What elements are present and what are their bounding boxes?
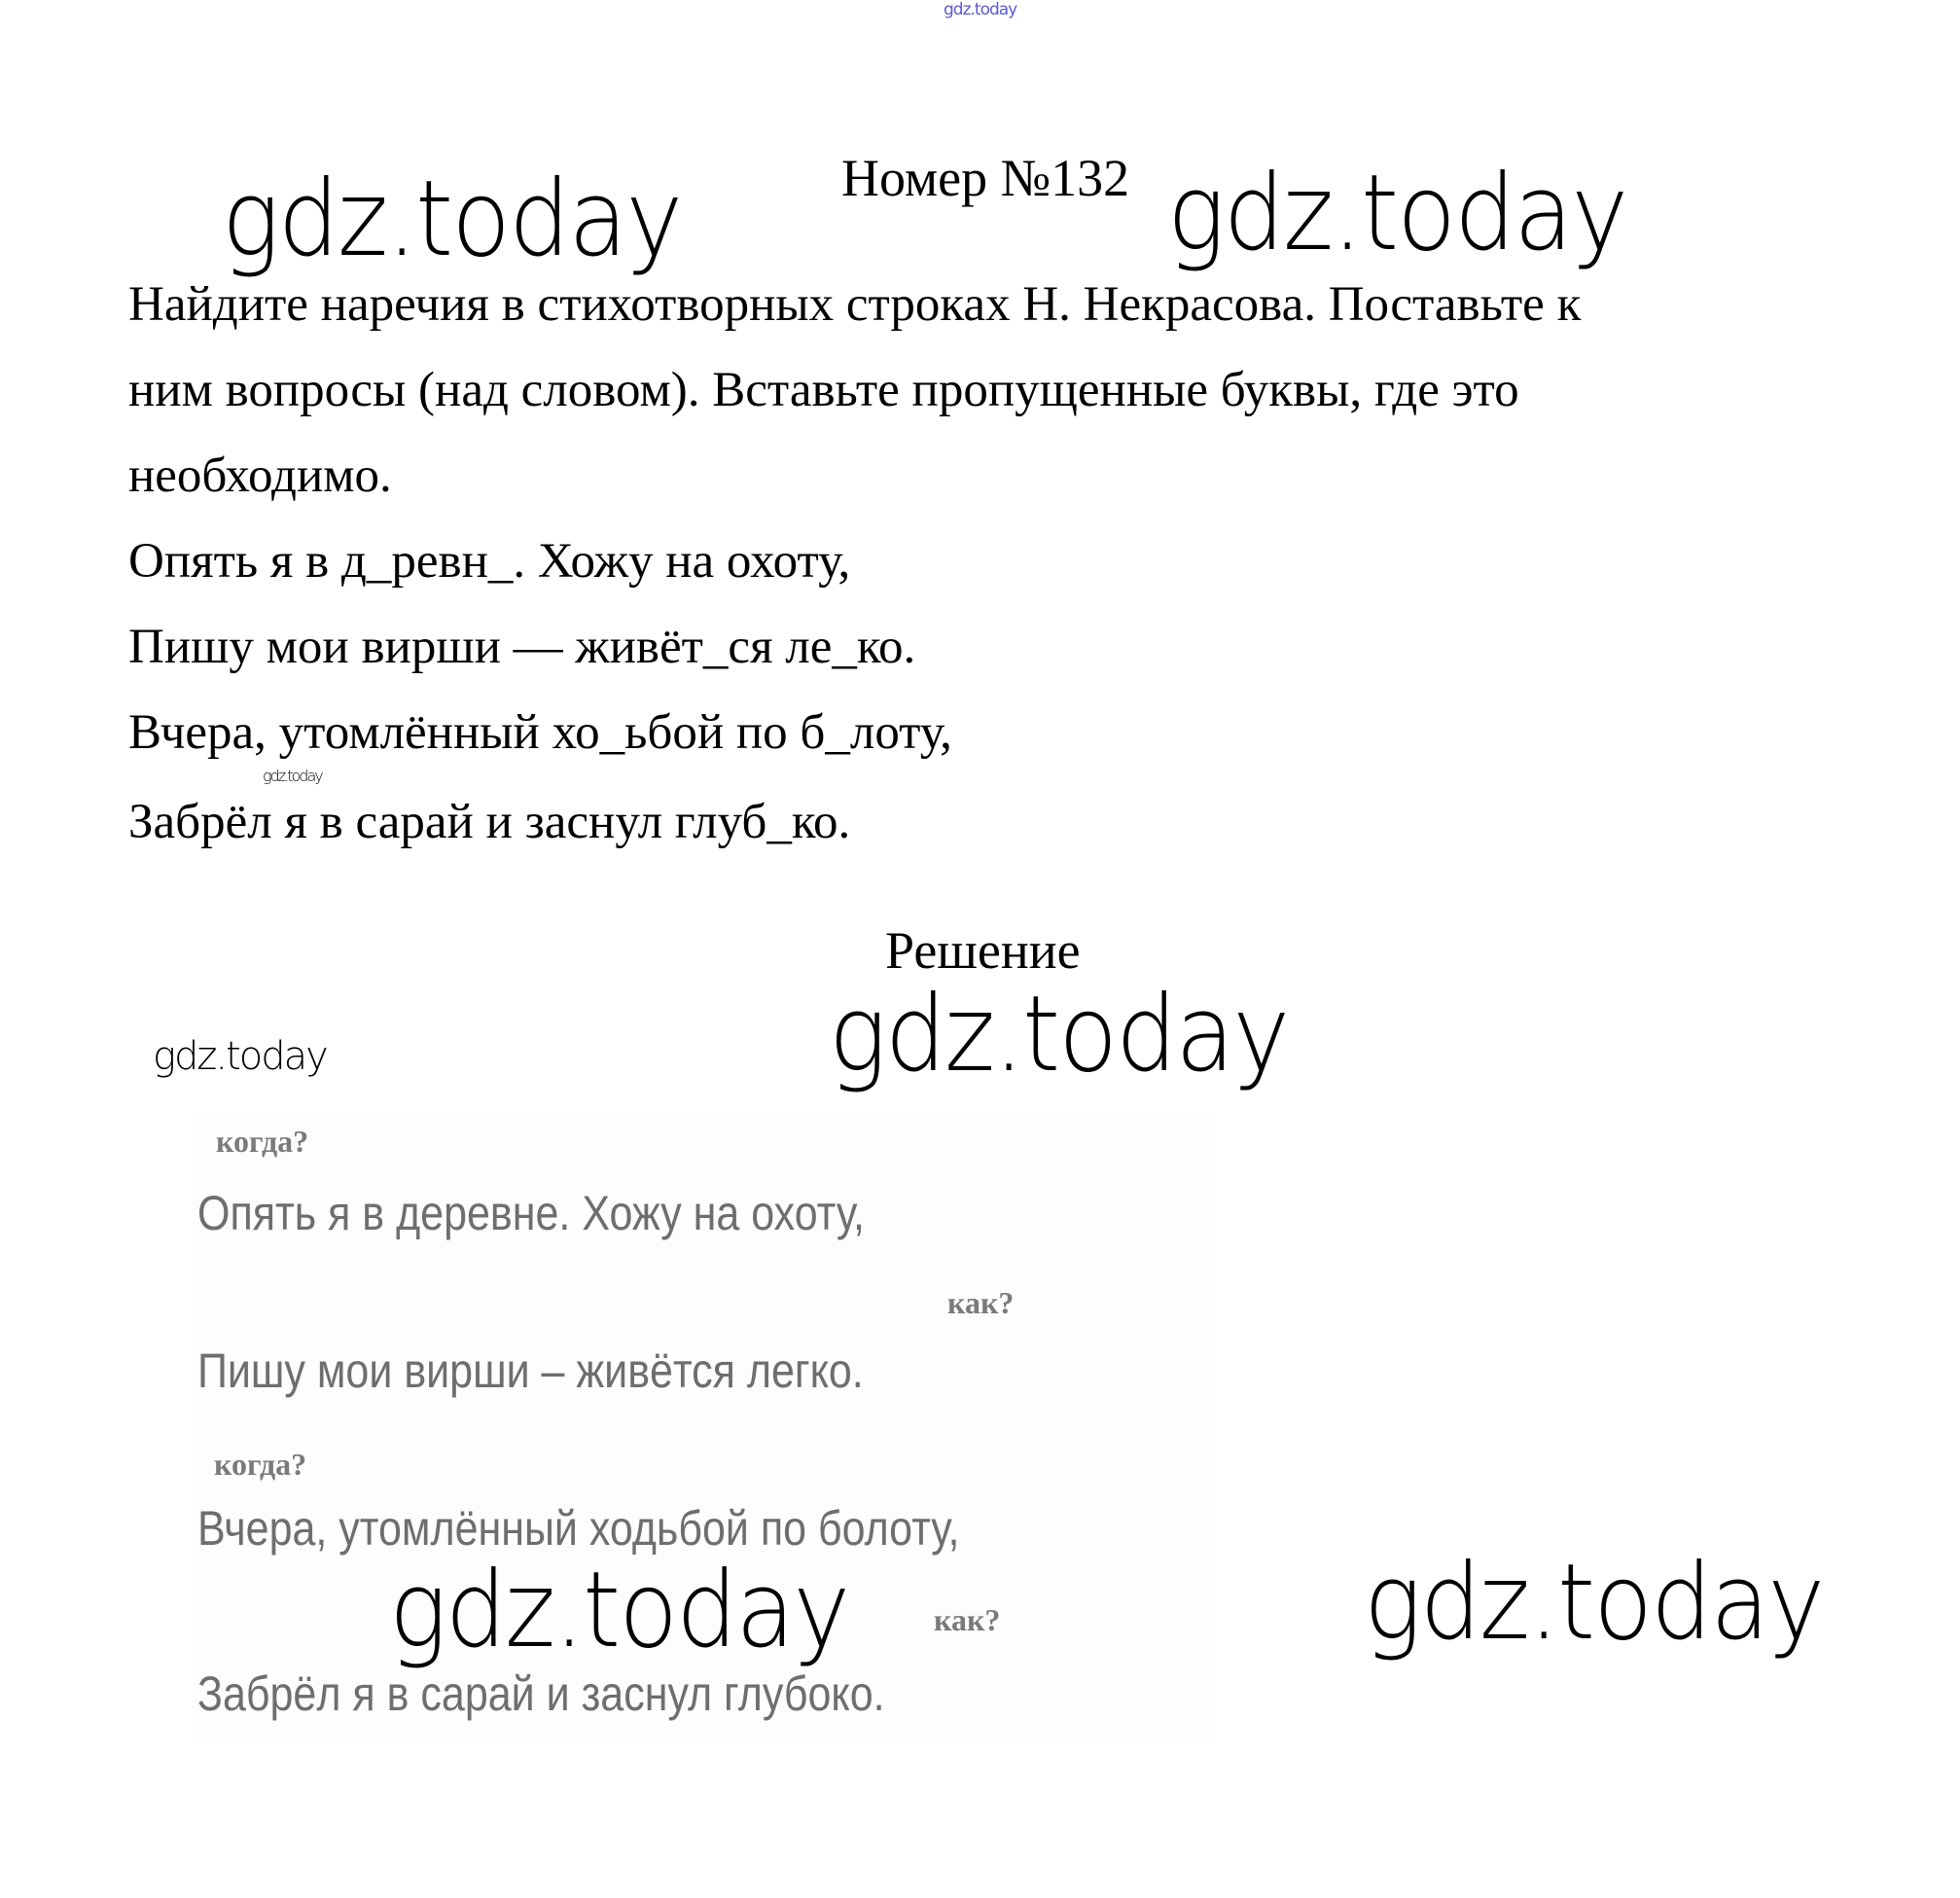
question-label: когда?	[216, 1124, 309, 1159]
task-line: Найдите наречия в стихотворных строках Н. Некрасова. Поставьте к	[128, 277, 1582, 332]
watermark: gdz.today	[389, 1550, 849, 1671]
page-title: Номер №132	[841, 149, 1130, 207]
poem-line: Пишу мои вирши — живёт_ся ле_ко.	[128, 620, 916, 674]
poem-line: Вчера, утомлённый хо_ьбой по б_лоту,	[128, 705, 952, 760]
question-label: как?	[947, 1285, 1015, 1320]
solution-line: Опять я в деревне. Хожу на охоту,	[197, 1186, 865, 1240]
poem-line: Забрёл я в сарай и заснул глуб_ко.	[128, 795, 851, 849]
watermark-top: gdz.today	[944, 0, 1017, 19]
watermark: gdz.today	[222, 159, 682, 280]
solution-title: Решение	[885, 921, 1081, 980]
watermark: gdz.today	[829, 974, 1289, 1095]
solution-line: Забрёл я в сарай и заснул глубоко.	[197, 1666, 885, 1721]
poem-line: Опять я в д_ревн_. Хожу на охоту,	[128, 534, 851, 589]
watermark: gdz.today	[153, 1034, 327, 1079]
task-line: необходимо.	[128, 448, 392, 503]
solution-line: Пишу мои вирши – живётся легко.	[197, 1343, 864, 1398]
watermark: gdz.today	[1167, 153, 1627, 274]
watermark: gdz.today	[1364, 1542, 1824, 1664]
watermark-small: gdz.today	[263, 767, 322, 785]
question-label: когда?	[214, 1447, 307, 1482]
question-label: как?	[934, 1602, 1001, 1637]
task-line: ним вопросы (над словом). Вставьте пропущенные буквы, где это	[128, 363, 1519, 417]
solution-line: Вчера, утомлённый ходьбой по болоту,	[197, 1501, 960, 1556]
